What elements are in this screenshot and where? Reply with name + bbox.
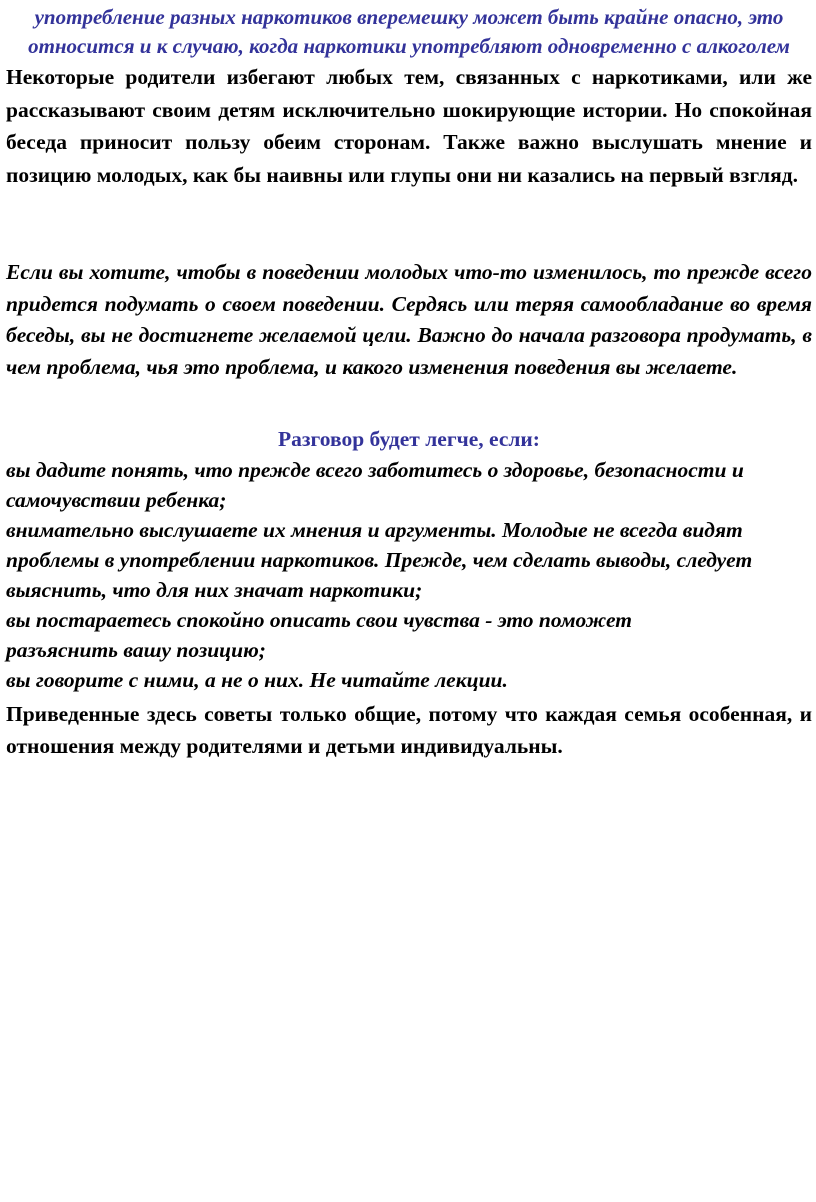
list-item: вы дадите понять, что прежде всего заботитесь о здоровье, безопасности и самочувствии ребенка; bbox=[6, 458, 744, 512]
paragraph-parents-avoid-topic: Некоторые родители избегают любых тем, связанных с наркотиками, или же рассказывают своим детям исключительно шокирующие истории. Но спокойная беседа приносит пользу обеим сторонам. Также важно выслушать мнение и позицию молодых, как бы наивны или глупы они ни казались на первый взгляд. bbox=[6, 65, 812, 187]
intro-text: употребление разных наркотиков вперемешку может быть крайне опасно, это относится и к случаю, когда наркотики употребляют одновременно с алкоголем bbox=[28, 5, 790, 58]
list-item: вы постараетесь спокойно описать свои чувства - это поможет разъяснить вашу позицию; bbox=[6, 608, 632, 662]
section-heading: Разговор будет легче, если: bbox=[278, 427, 540, 451]
list-item: вы говорите с ними, а не о них. Не читайте лекции. bbox=[6, 668, 508, 692]
list-item: внимательно выслушаете их мнения и аргументы. Молодые не всегда видят проблемы в употреблении наркотиков. Прежде, чем сделать выводы, следует выяснить, что для них значат наркотики; bbox=[6, 518, 753, 602]
closing-paragraph: Приведенные здесь советы только общие, потому что каждая семья особенная, и отношения между родителями и детьми индивидуальны. bbox=[6, 702, 812, 758]
paragraph-change-behavior: Если вы хотите, чтобы в поведении молодых что-то изменилось, то прежде всего придется подумать о своем поведении. Сердясь или теряя самообладание во время беседы, вы не достигнете желаемой цели. Важно до начала разговора продумать, в чем проблема, чья это проблема, и какого изменения поведения вы желаете. bbox=[6, 260, 812, 379]
document-page bbox=[6, 0, 812, 762]
conditions-list bbox=[6, 455, 812, 695]
